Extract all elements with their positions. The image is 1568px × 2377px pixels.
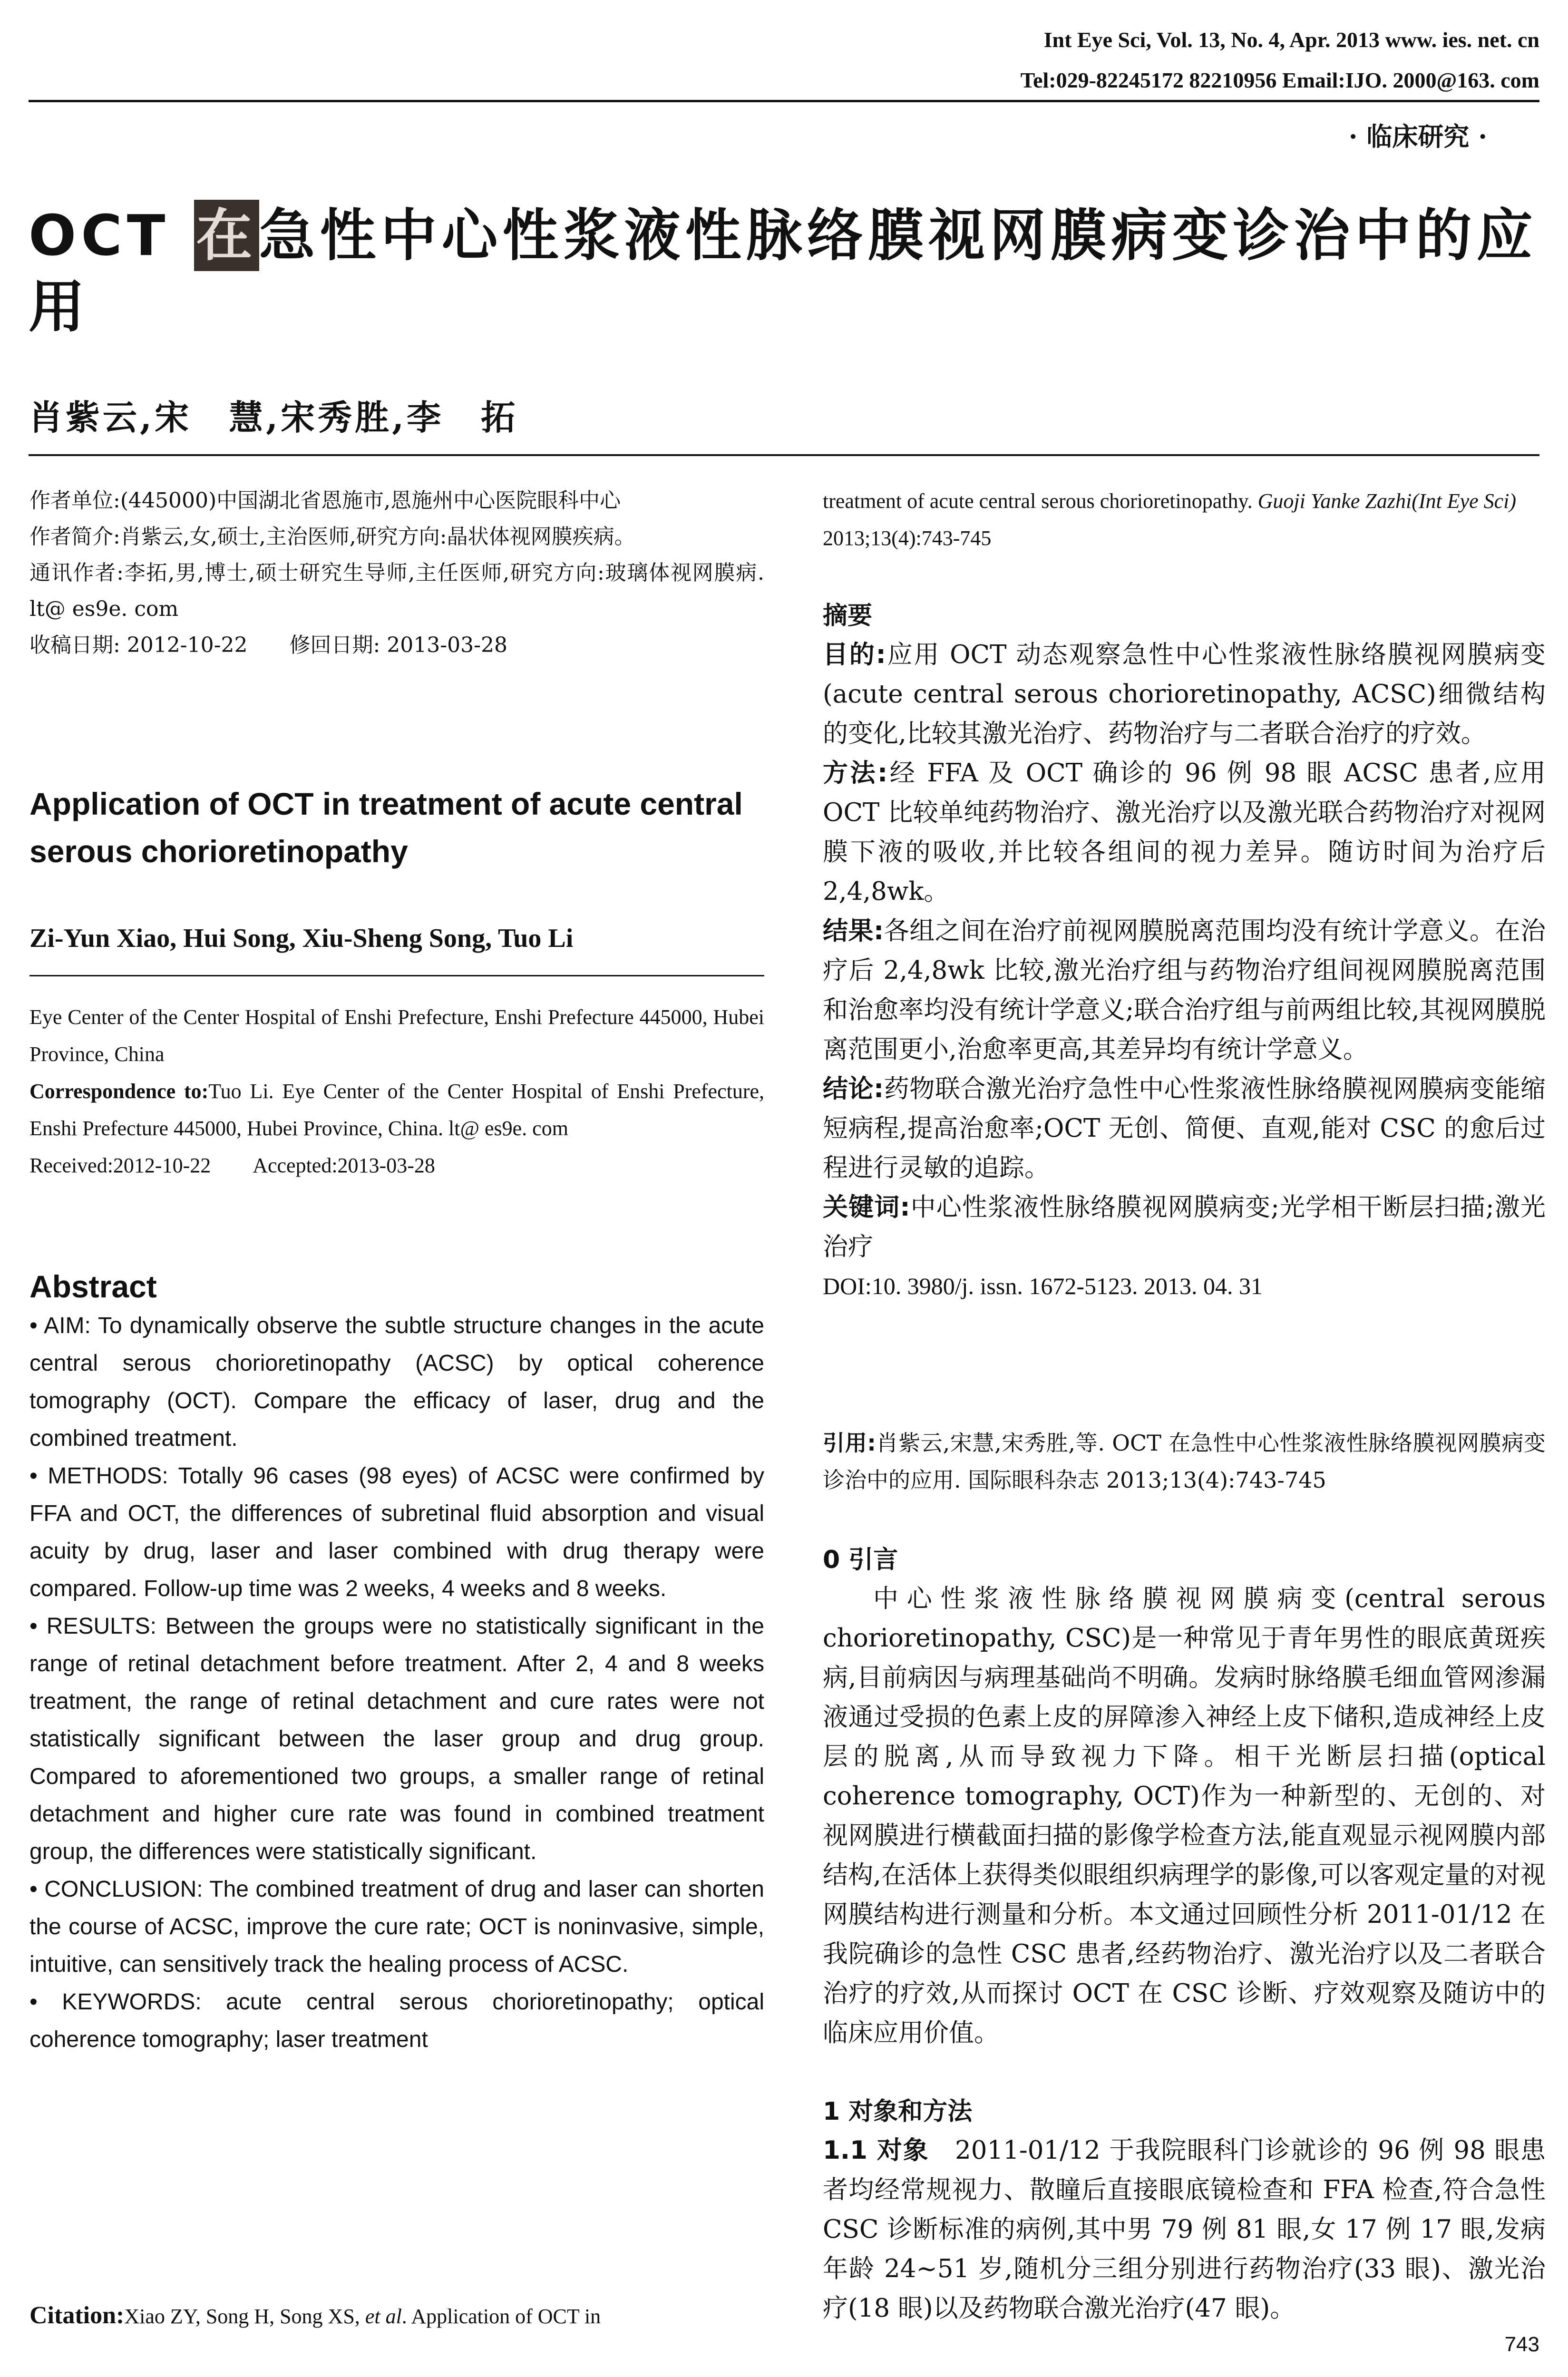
journal-header-line2: Tel:029-82245172 82210956 Email:IJO. 2000@163. com: [1020, 68, 1539, 92]
methods-sub-text: 2011-01/12 于我院眼科门诊就诊的 96 例 98 眼患者均经常规视力、散瞳后直接眼底镜检查和 FFA 检查,符合急性 CSC 诊断标准的病例,其中男 79 例 81 眼,女 17 例 17 眼,发病年龄 24~51 岁,随机分三组分别进行药物治疗(33 眼)、激光治疗(18 眼)以及药物联合激光治疗(47 眼)。: [823, 2136, 1546, 2323]
zh-citation: [823, 1424, 1546, 1499]
title-lead: OCT: [29, 203, 195, 268]
zh-results-text: 各组之间在治疗前视网膜脱离范围均没有统计学意义。在治疗后 2,4,8wk 比较,激光治疗组与药物治疗组间视网膜脱离范围和治愈率均没有统计学意义;联合治疗组与前两组比较,其视网膜脱离范围更小,治愈率更高,其差异均有统计学意义。: [823, 916, 1546, 1064]
zh-citation-text: 肖紫云,宋慧,宋秀胜,等. OCT 在急性中心性浆液性脉络膜视网膜病变诊治中的应用. 国际眼科杂志 2013;13(4):743-745: [823, 1430, 1546, 1493]
abstract-conclusion: • CONCLUSION: The combined treatment of drug and laser can shorten the course of ACSC, improve the cure rate; OCT is noninvasive, simple, intuitive, can sensitively track the healing process of ACSC.: [29, 1877, 764, 1977]
zh-conclusion-text: 药物联合激光治疗急性中心性浆液性脉络膜视网膜病变能缩短病程,提高治愈率;OCT 无创、简便、直观,能对 CSC 的愈后过程进行灵敏的追踪。: [823, 1074, 1546, 1182]
citation-en: [29, 2297, 764, 2335]
paper-title-zh: [29, 200, 1550, 342]
zh-abstract-heading: 摘要: [823, 602, 873, 630]
zh-keywords-text: 中心性浆液性脉络膜视网膜病变;光学相干断层扫描;激光治疗: [823, 1193, 1546, 1261]
zh-aim-label: 目的:: [823, 640, 886, 669]
title-highlight: 在: [194, 200, 259, 271]
intro-text: 中心性浆液性脉络膜视网膜病变(central serous chorioretinopathy, CSC)是一种常见于青年男性的眼底黄斑疾病,目前病因与病理基础尚不明确。发病时脉络膜毛细血管网渗漏液通过受损的色素上皮的屏障渗入神经上皮下储积,造成神经上皮层的脱离,从而导致视力下降。相干光断层扫描(optical coherence tomography, OCT)作为一种新型的、无创的、对视网膜进行横截面扫描的影像学检查方法,能直观显示视网膜内部结构,在活体上获得类似眼组织病理学的影像,可以客观定量的对视网膜结构进行测量和分析。本文通过回顾性分析 2011-01/12 在我院确诊的急性 CSC 患者,经药物治疗、激光治疗以及二者联合治疗的疗效,从而探讨 OCT 在 CSC 诊断、疗效观察及随访中的临床应用价值。: [823, 1584, 1546, 2047]
citation-text2-end: treatment of acute central serous chorioretinopathy.: [823, 489, 1253, 513]
zh-abstract-body: [823, 635, 1546, 1306]
methods-subsection: [823, 2131, 1546, 2328]
section-tag: · 临床研究 ·: [1348, 121, 1487, 152]
citation-text2-start: . Application of OCT in: [401, 2305, 601, 2328]
author-dates: 收稿日期: 2012-10-22 修回日期: 2013-03-28: [29, 633, 507, 657]
authors-en: Zi-Yun Xiao, Hui Song, Xiu-Sheng Song, Tuo Li: [29, 924, 574, 953]
citation-journal: Guoji Yanke Zazhi(Int Eye Sci): [1252, 489, 1517, 513]
paper-title-en: Application of OCT in treatment of acute central serous chorioretinopathy: [29, 786, 743, 869]
correspondence-en: [29, 1073, 764, 1147]
author-intro: 作者简介:肖紫云,女,硕士,主治医师,研究方向:晶状体视网膜疾病。: [29, 525, 635, 549]
methods-heading: 1 对象和方法: [823, 2097, 973, 2126]
zh-methods-text: 经 FFA 及 OCT 确诊的 96 例 98 眼 ACSC 患者,应用 OCT 比较单纯药物治疗、激光治疗以及激光联合药物治疗对视网膜下液的吸收,并比较各组间的视力差异。随访时间为治疗后 2,4,8wk。: [823, 759, 1546, 906]
author-corr: 通讯作者:李拓,男,博士,硕士研究生导师,主任医师,研究方向:玻璃体视网膜病. lt@ es9e. com: [29, 561, 764, 621]
zh-doi: DOI:10. 3980/j. issn. 1672-5123. 2013. 04. 31: [823, 1273, 1263, 1299]
abstract-methods: • METHODS: Totally 96 cases (98 eyes) of ACSC were confirmed by FFA and OCT, the differences of subretinal fluid absorption and visual acuity by drug, laser and laser combined with drug therapy were compared. Follow-up time was 2 weeks, 4 weeks and 8 weeks.: [29, 1463, 764, 1601]
zh-aim-text: 应用 OCT 动态观察急性中心性浆液性脉络膜视网膜病变(acute central serous chorioretinopathy, ACSC)细微结构的变化,比较其激光治疗、药物治疗与二者联合治疗的疗效。: [823, 640, 1546, 748]
zh-keywords-label: 关键词:: [823, 1193, 910, 1222]
journal-header-line1: Int Eye Sci, Vol. 13, No. 4, Apr. 2013 www. ies. net. cn: [1043, 28, 1539, 52]
affiliation-block: [29, 999, 764, 1184]
intro-heading: 0 引言: [823, 1546, 898, 1574]
citation-label: Citation:: [29, 2302, 125, 2329]
zh-methods-label: 方法:: [823, 759, 888, 788]
authors-zh: 肖紫云,宋 慧,宋秀胜,李 拓: [29, 397, 518, 438]
abstract-keywords: • KEYWORDS: acute central serous chorioretinopathy; optical coherence tomography; laser treatment: [29, 1989, 764, 2052]
zh-keywords: [823, 1188, 1546, 1266]
zh-results: [823, 911, 1546, 1069]
zh-conclusion: [823, 1069, 1546, 1188]
header-rule: [29, 100, 1539, 102]
authors-rule: [29, 975, 764, 976]
methods-sub-label: 1.1 对象: [823, 2136, 929, 2165]
zh-results-label: 结果:: [823, 916, 884, 945]
citation-continued: [823, 483, 1546, 557]
correspondence-label: Correspondence to:: [29, 1080, 209, 1103]
author-info: [29, 483, 764, 663]
abstract-aim: • AIM: To dynamically observe the subtle structure changes in the acute central serous chorioretinopathy (ACSC) by optical coherence tomography (OCT). Compare the efficacy of laser, drug and the combined treatment.: [29, 1313, 764, 1451]
zh-methods: [823, 753, 1546, 911]
page-number: 743: [1504, 2333, 1539, 2356]
abstract-heading: Abstract: [29, 1269, 157, 1304]
citation-text1: Xiao ZY, Song H, Song XS,: [124, 2305, 360, 2328]
title-rest: 急性中心性浆液性脉络膜视网膜病变诊治中的应用: [29, 203, 1538, 340]
citation-etal: et al: [360, 2305, 402, 2328]
abstract-results: • RESULTS: Between the groups were no statistically significant in the range of retinal detachment before treatment. After 2, 4 and 8 weeks treatment, the range of retinal detachment and cure rates were not statistically significant between the laser group and drug group. Compared to aforementioned two groups, a smaller range of retinal detachment and higher cure rate was found in combined treatment group, the differences were statistically significant.: [29, 1614, 764, 1864]
zh-citation-label: 引用:: [823, 1430, 876, 1456]
dates-en: Received:2012-10-22 Accepted:2013-03-28: [29, 1154, 435, 1177]
abstract-body: [29, 1307, 764, 2058]
zh-conclusion-label: 结论:: [823, 1074, 884, 1103]
author-unit: 作者单位:(445000)中国湖北省恩施市,恩施州中心医院眼科中心: [29, 488, 621, 513]
citation-text3: 2013;13(4):743-745: [823, 526, 992, 550]
affiliation-en: Eye Center of the Center Hospital of Enshi Prefecture, Enshi Prefecture 445000, Hubei Province, China: [29, 1005, 764, 1066]
correspondence-text: Tuo Li. Eye Center of the Center Hospital of Enshi Prefecture, Enshi Prefecture 445000, Hubei Province, China. lt@ es9e. com: [29, 1080, 765, 1140]
title-rule: [29, 454, 1539, 456]
zh-aim: [823, 635, 1546, 753]
